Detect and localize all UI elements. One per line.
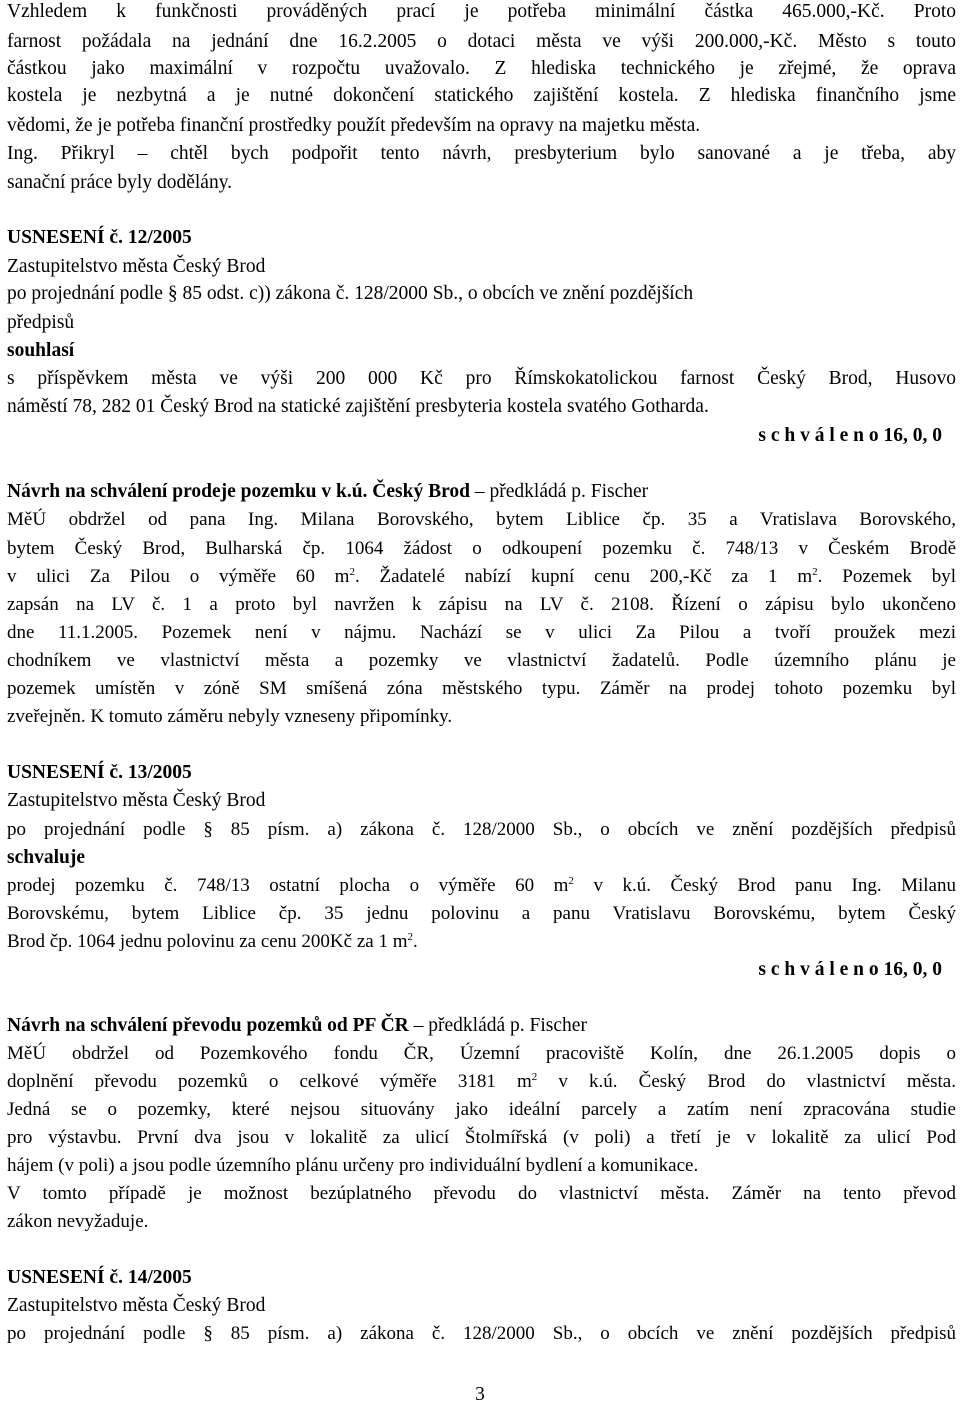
- superscript: 2: [812, 566, 818, 578]
- council-name: Zastupitelstvo města Český Brod: [7, 256, 266, 277]
- legal-basis: předpisů: [7, 312, 75, 333]
- resolution-heading: USNESENÍ č. 14/2005: [7, 1267, 192, 1288]
- superscript: 2: [349, 566, 355, 578]
- proposal-line: zapsán na LV č. 1 a proto byl navržen k zápisu na LV č. 2108. Řízení o zápisu bylo ukončeno: [7, 594, 956, 615]
- intro-line: vědomi, že je potřeba finanční prostředky použít především na opravy na majetku města.: [7, 115, 701, 136]
- council-name: Zastupitelstvo města Český Brod: [7, 1295, 266, 1316]
- text-span: .: [412, 931, 418, 952]
- intro-line: Ing. Přikryl – chtěl bych podpořit tento návrh, presbyterium bylo sanované a je třeba, aby: [7, 143, 956, 164]
- intro-line: sanační práce byly dodělány.: [7, 172, 233, 193]
- text-span: Brod čp. 1064 jednu polovinu za cenu 200Kč za 1 m: [7, 931, 408, 952]
- proposal-title: Návrh na schválení prodeje pozemku v k.ú. Český Brod: [7, 481, 471, 502]
- proposal-line: bytem Český Brod, Bulharská čp. 1064 žádost o odkoupení pozemku č. 748/13 v Českém Brodě: [7, 538, 956, 559]
- resolution-heading: USNESENÍ č. 13/2005: [7, 762, 192, 783]
- proposal-line: [7, 1070, 956, 1094]
- resolution-verb: schvaluje: [7, 847, 85, 868]
- proposal-presenter: – předkládá p. Fischer: [474, 481, 649, 502]
- text-span: v k.ú. Český Brod panu Ing. Milanu: [573, 875, 956, 896]
- proposal-line: pozemek umístěn v zóně SM smíšená zóna městského typu. Záměr na prodej tohoto pozemku byl: [7, 678, 956, 699]
- text-span: doplnění převodu pozemků o celkové výměře 3181 m: [7, 1071, 532, 1092]
- proposal-line: hájem (v poli) a jsou podle územního plánu určeny pro individuální bydlení a komunikace.: [7, 1155, 699, 1176]
- council-name: Zastupitelstvo města Český Brod: [7, 790, 266, 811]
- resolution-heading: USNESENÍ č. 12/2005: [7, 227, 192, 248]
- proposal-line: Jedná se o pozemky, které nejsou situovány jako ideální parcely a zatím není zpracována studie: [7, 1099, 956, 1120]
- proposal-title: Návrh na schválení převodu pozemků od PF ČR: [7, 1015, 409, 1036]
- superscript: 2: [531, 1071, 538, 1083]
- legal-basis: po projednání podle § 85 písm. a) zákona č. 128/2000 Sb., o obcích ve znění pozdějších předpisů: [7, 819, 956, 840]
- superscript: 2: [568, 875, 574, 887]
- legal-basis: po projednání podle § 85 odst. c)) zákona č. 128/2000 Sb., o obcích ve znění pozdějších: [7, 283, 694, 304]
- proposal-heading: [7, 480, 648, 504]
- text-span: v k.ú. Český Brod do vlastnictví města.: [537, 1071, 956, 1092]
- vote-result: s c h v á l e n o 16, 0, 0: [758, 959, 942, 980]
- intro-line: kostela je nezbytná a je nutné dokončení statického zajištění kostela. Z hlediska finančního jsme: [7, 85, 956, 106]
- text-span: v ulici Za Pilou o výměře 60 m: [7, 566, 350, 587]
- proposal-line: V tomto případě je možnost bezúplatného převodu do vlastnictví města. Záměr na tento převod: [7, 1183, 956, 1204]
- intro-line: částkou jako maximální v rozpočtu uvažovalo. Z hlediska technického je zřejmé, že oprava: [7, 58, 956, 79]
- proposal-line: MěÚ obdržel od pana Ing. Milana Borovského, bytem Liblice čp. 35 a Vratislava Borovského,: [7, 509, 956, 530]
- proposal-presenter: – předkládá p. Fischer: [413, 1015, 587, 1036]
- proposal-heading: [7, 1014, 587, 1038]
- resolution-text: náměstí 78, 282 01 Český Brod na statické zajištění presbyteria kostela svatého Gotharda.: [7, 396, 709, 417]
- text-span: . Žadatelé nabízí kupní cenu 200,-Kč za 1 m: [354, 566, 813, 587]
- resolution-text: [7, 874, 956, 898]
- proposal-line: chodníkem ve vlastnictví města a pozemky ve vlastnictví žadatelů. Podle územního plánu je: [7, 650, 956, 671]
- proposal-line: zákon nevyžaduje.: [7, 1211, 149, 1232]
- text-span: prodej pozemku č. 748/13 ostatní plocha o výměře 60 m: [7, 875, 569, 896]
- proposal-line: MěÚ obdržel od Pozemkového fondu ČR, Územní pracoviště Kolín, dne 26.1.2005 dopis o: [7, 1043, 956, 1064]
- legal-basis: po projednání podle § 85 písm. a) zákona č. 128/2000 Sb., o obcích ve znění pozdějších předpisů: [7, 1323, 956, 1344]
- text-span: . Pozemek byl: [817, 566, 956, 587]
- resolution-text: Borovskému, bytem Liblice čp. 35 jednu polovinu a panu Vratislavu Borovskému, bytem Český: [7, 903, 956, 924]
- proposal-line: [7, 565, 956, 589]
- intro-line: farnost požádala na jednání dne 16.2.2005 o dotaci města ve výši 200.000,-Kč. Město s touto: [7, 31, 956, 52]
- superscript: 2: [407, 931, 413, 943]
- proposal-line: zveřejněn. K tomuto záměru nebyly vzneseny připomínky.: [7, 706, 453, 727]
- resolution-text: s příspěvkem města ve výši 200 000 Kč pro Římskokatolickou farnost Český Brod, Husovo: [7, 368, 956, 389]
- vote-result: s c h v á l e n o 16, 0, 0: [758, 425, 942, 446]
- resolution-text: [7, 930, 418, 954]
- intro-line: Vzhledem k funkčnosti prováděných prací je potřeba minimální částka 465.000,-Kč. Proto: [7, 1, 956, 22]
- page-number: 3: [475, 1384, 485, 1405]
- resolution-verb: souhlasí: [7, 340, 75, 361]
- proposal-line: dne 11.1.2005. Pozemek není v nájmu. Nachází se v ulici Za Pilou a tvoří proužek mezi: [7, 622, 956, 643]
- proposal-line: pro výstavbu. První dva jsou v lokalitě za ulicí Štolmířská (v poli) a třetí je v lokalitě za ulicí Pod: [7, 1127, 956, 1148]
